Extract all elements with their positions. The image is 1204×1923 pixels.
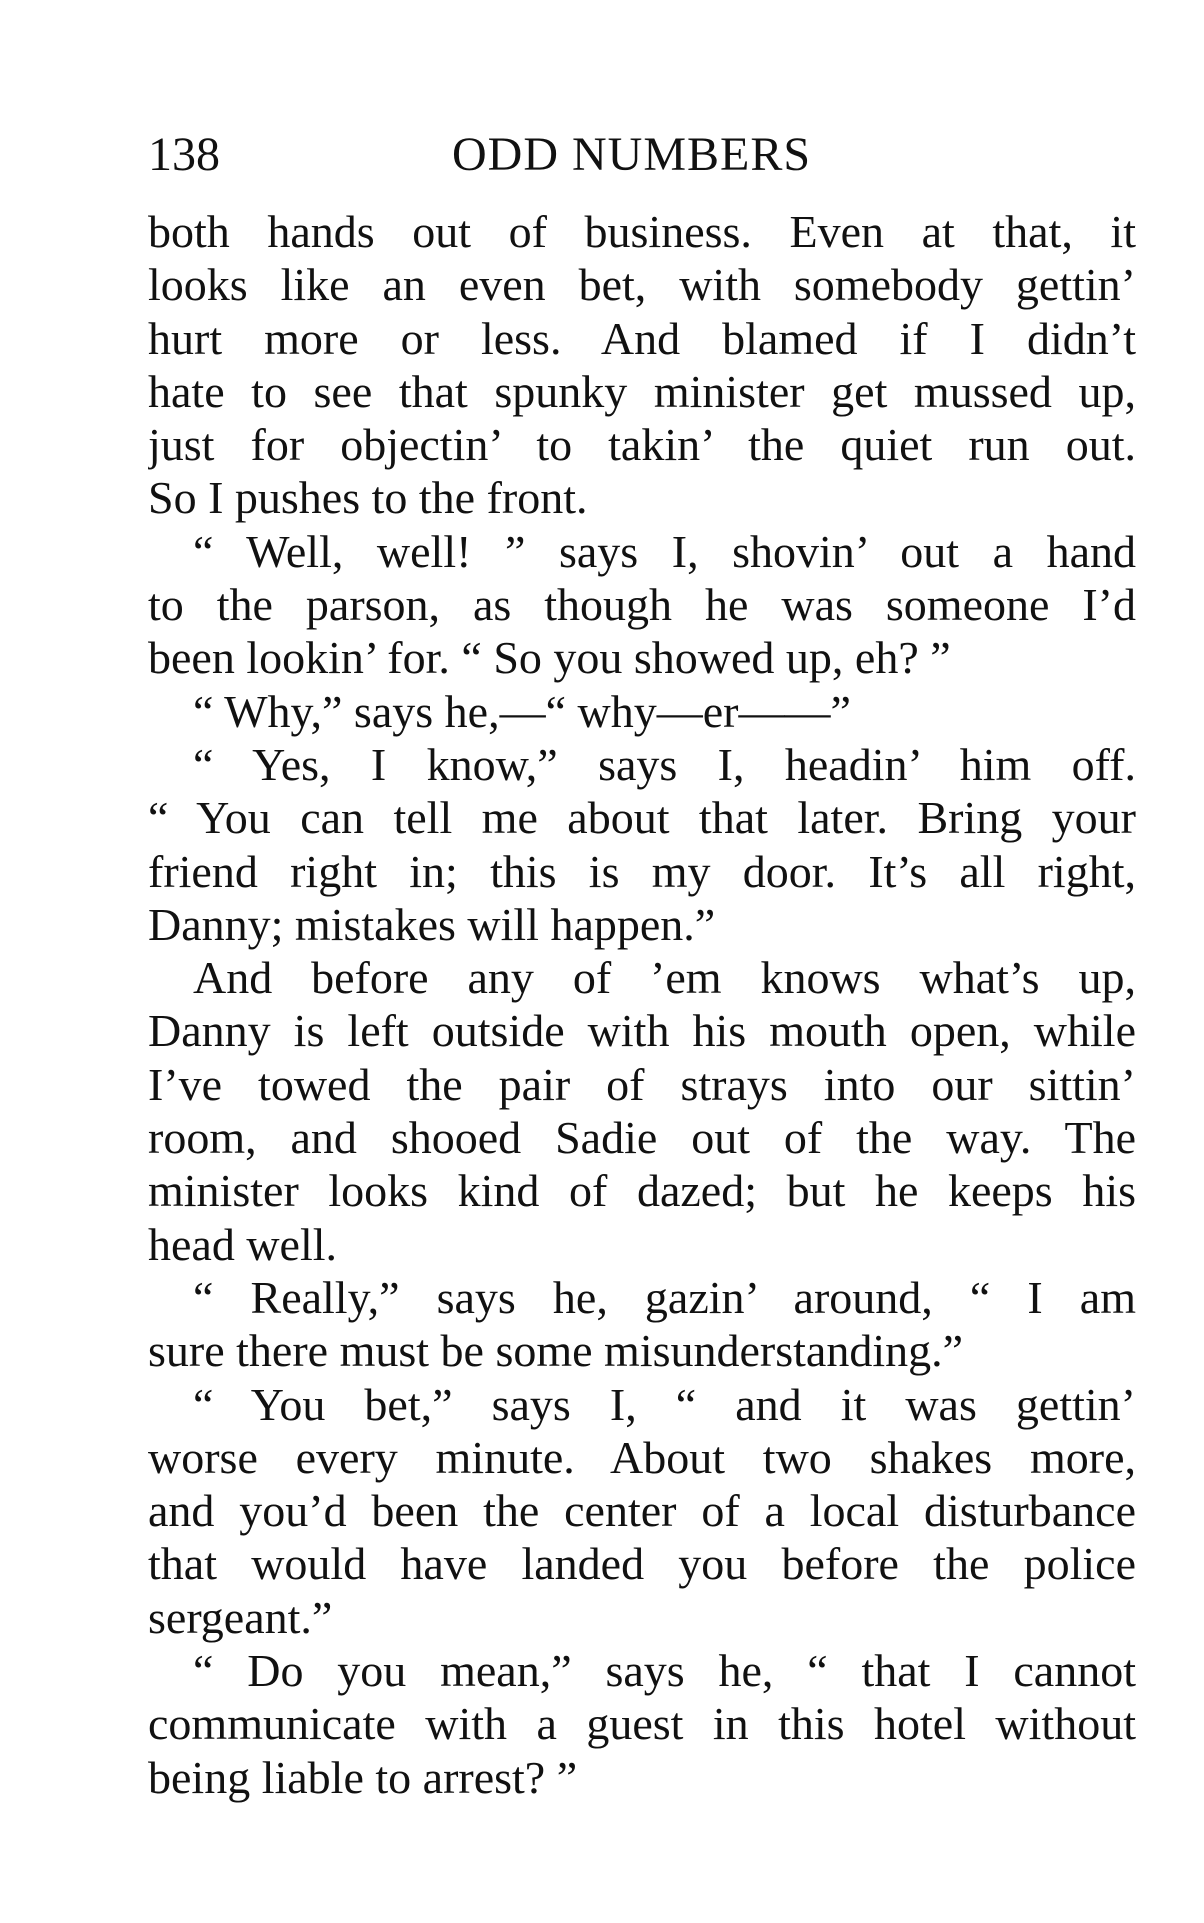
text-line: just for objectin’ to takin’ the quiet run out.: [148, 419, 1136, 471]
text-line: head well.: [148, 1218, 338, 1270]
text-line: “ You bet,” says I, “ and it was gettin’: [193, 1378, 1136, 1430]
text-line: So I pushes to the front.: [148, 472, 588, 524]
text-line: to the parson, as though he was someone I’d: [148, 579, 1136, 631]
text-line: and you’d been the center of a local disturbance: [148, 1485, 1136, 1537]
text-line: hate to see that spunky minister get mussed up,: [148, 365, 1136, 417]
running-title: ODD NUMBERS: [452, 128, 812, 181]
page-number: 138: [148, 128, 220, 181]
text-line: hurt more or less. And blamed if I didn’t: [148, 312, 1136, 364]
body-text: [148, 205, 1136, 1804]
running-head: [148, 124, 1136, 186]
text-line: that would have landed you before the police: [148, 1538, 1136, 1590]
text-line: both hands out of business. Even at that, it: [148, 206, 1136, 257]
text-line: worse every minute. About two shakes more,: [148, 1431, 1136, 1483]
text-line: been lookin’ for. “ So you showed up, eh? ”: [148, 632, 951, 684]
text-line: sergeant.”: [148, 1591, 333, 1643]
text-line: minister looks kind of dazed; but he keeps his: [148, 1165, 1136, 1217]
text-line: communicate with a guest in this hotel without: [148, 1698, 1136, 1750]
text-line: “ Well, well! ” says I, shovin’ out a hand: [193, 525, 1136, 577]
text-line: “ Really,” says he, gazin’ around, “ I am: [193, 1271, 1136, 1323]
text-line: friend right in; this is my door. It’s all right,: [148, 845, 1136, 897]
text-line: Danny is left outside with his mouth open, while: [148, 1005, 1136, 1057]
text-line: “ You can tell me about that later. Bring your: [148, 792, 1136, 844]
text-line: Danny; mistakes will happen.”: [148, 898, 716, 950]
text-line: sure there must be some misunderstanding.”: [148, 1325, 964, 1377]
text-line: “ Why,” says he,—“ why—er——”: [193, 685, 851, 737]
text-line: “ Yes, I know,” says I, headin’ him off.: [193, 738, 1136, 790]
text-line: looks like an even bet, with somebody gettin’: [148, 259, 1136, 311]
text-line: “ Do you mean,” says he, “ that I cannot: [193, 1645, 1136, 1697]
text-line: room, and shooed Sadie out of the way. The: [148, 1112, 1136, 1164]
text-line: I’ve towed the pair of strays into our sittin’: [148, 1058, 1136, 1110]
text-line: being liable to arrest? ”: [148, 1751, 578, 1803]
text-line: And before any of ’em knows what’s up,: [193, 952, 1136, 1004]
